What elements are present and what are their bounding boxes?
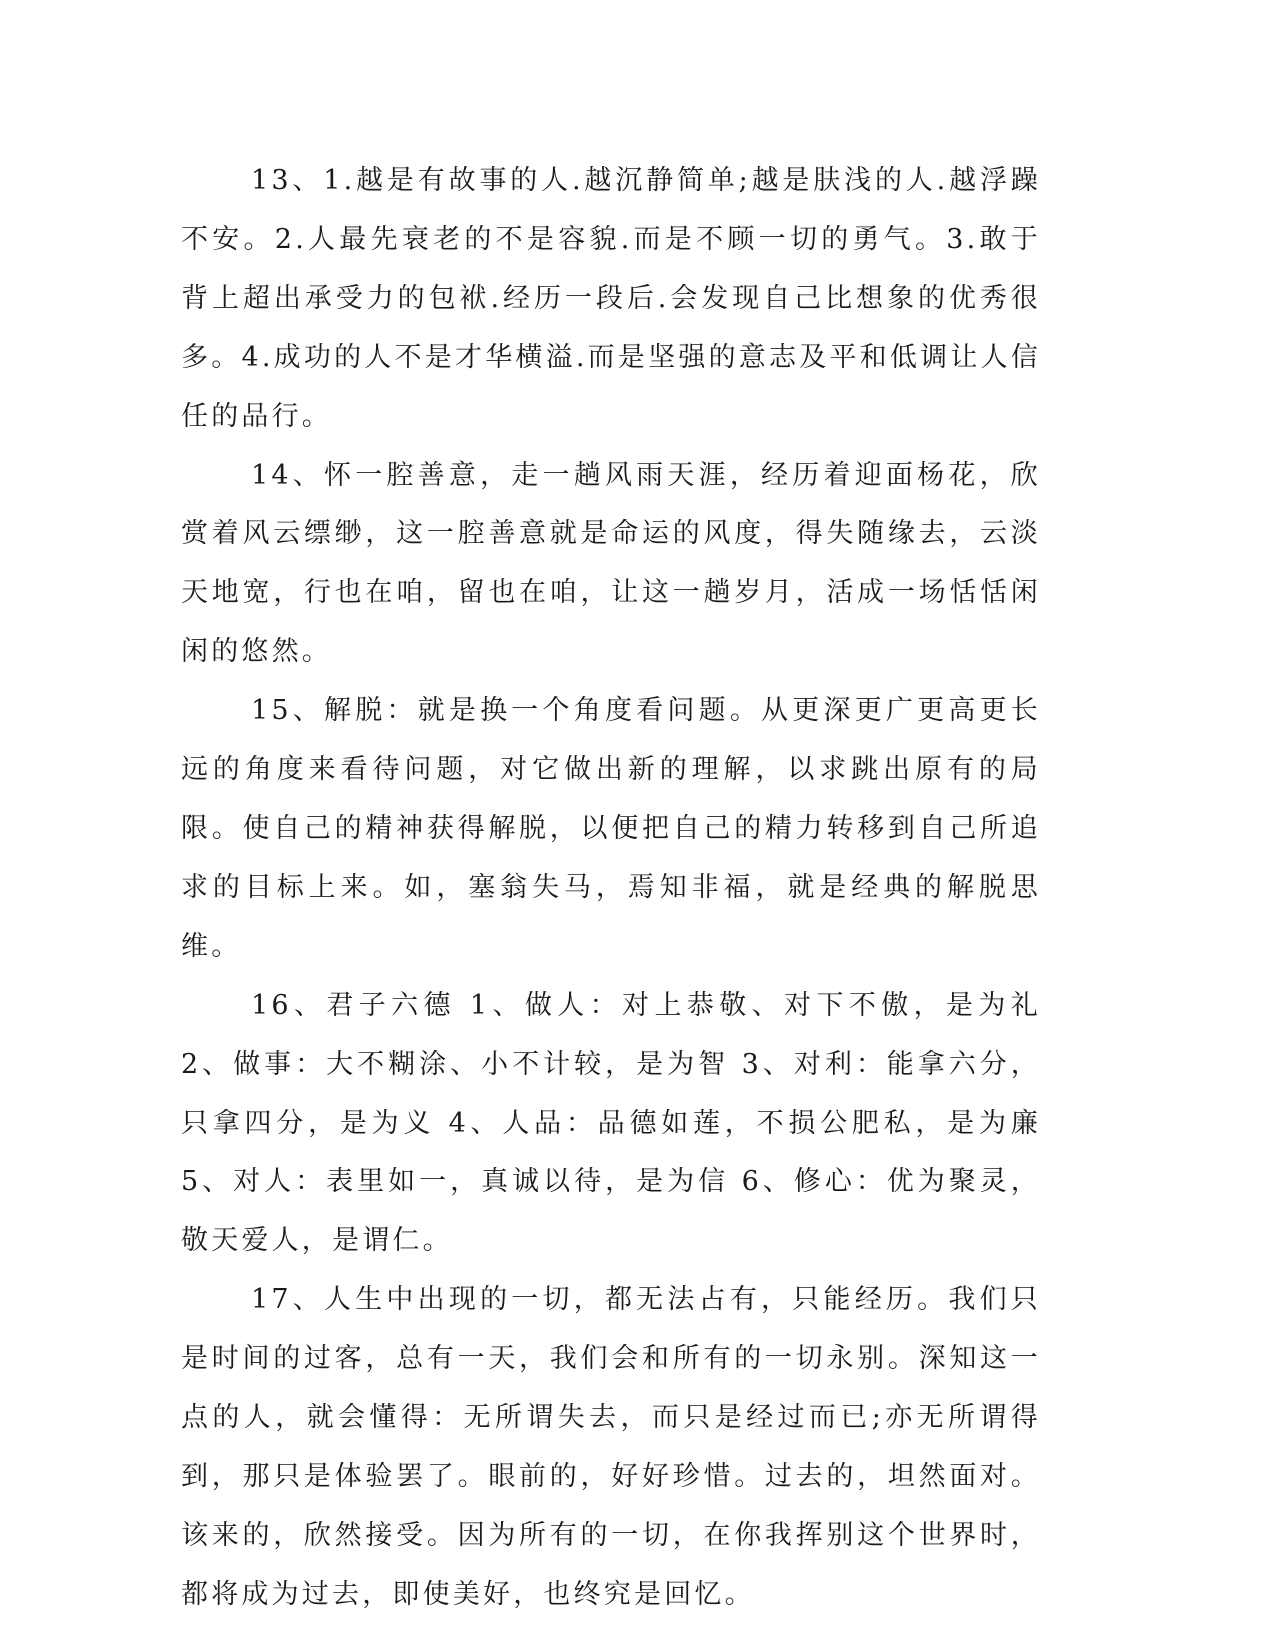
paragraph-17: 17、人生中出现的一切，都无法占有，只能经历。我们只是时间的过客，总有一天，我们会和所有的一切永别。深知这一点的人，就会懂得：无所谓失去，而只是经过而已;亦无所谓得到，那只是体验罢了。眼前的，好好珍惜。过去的，坦然面对。该来的，欣然接受。因为所有的一切，在你我挥别这个世界时，都将成为过去，即使美好，也终究是回忆。 — [181, 1284, 1041, 1610]
paragraph-16: 16、君子六德 1、做人：对上恭敬、对下不傲，是为礼 2、做事：大不糊涂、小不计较，是为智 3、对利：能拿六分，只拿四分，是为义 4、人品：品德如莲，不损公肥私，是为廉 5、对人：表里如一，真诚以待，是为信 6、修心：优为聚灵，敬天爱人，是谓仁。 — [181, 989, 1041, 1257]
paragraph-13: 13、1.越是有故事的人.越沉静简单;越是肤浅的人.越浮躁不安。2.人最先衰老的不是容貌.而是不顾一切的勇气。3.敢于背上超出承受力的包袱.经历一段后.会发现自己比想象的优秀很多。4.成功的人不是才华横溢.而是坚强的意志及平和低调让人信任的品行。 — [181, 165, 1041, 432]
document-body — [181, 152, 1041, 1625]
paragraph-14: 14、怀一腔善意，走一趟风雨天涯，经历着迎面杨花，欣赏着风云缥缈，这一腔善意就是命运的风度，得失随缘去，云淡天地宽，行也在咱，留也在咱，让这一趟岁月，活成一场恬恬闲闲的悠然。 — [181, 459, 1041, 668]
paragraph-15: 15、解脱：就是换一个角度看问题。从更深更广更高更长远的角度来看待问题，对它做出新的理解，以求跳出原有的局限。使自己的精神获得解脱，以便把自己的精力转移到自己所追求的目标上来。如，塞翁失马，焉知非福，就是经典的解脱思维。 — [181, 695, 1041, 962]
